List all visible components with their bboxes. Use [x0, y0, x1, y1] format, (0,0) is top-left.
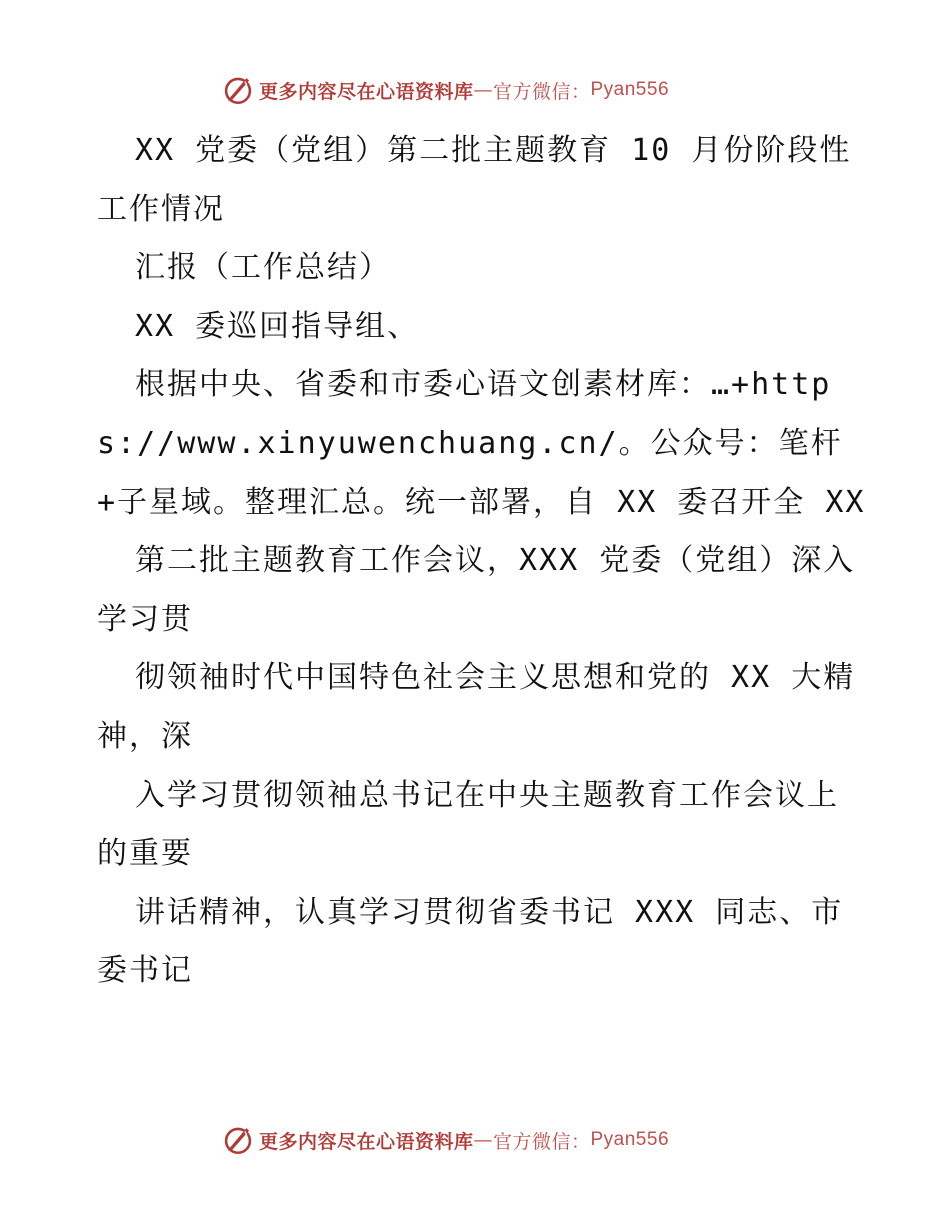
- paragraph-1: XX 党委（党组）第二批主题教育 10 月份阶段性工作情况: [97, 133, 852, 227]
- footer-banner: [0, 1120, 950, 1160]
- document-body: [97, 122, 867, 1001]
- paragraph-5: 第二批主题教育工作会议，XXX 党委（党组）深入学习贯: [97, 543, 856, 637]
- quill-circle-logo-icon: [221, 1123, 255, 1157]
- banner-wechat-id: Pyan556: [590, 1129, 670, 1150]
- banner-dash: —: [473, 79, 493, 101]
- banner-main-text: 更多内容尽在心语资料库: [258, 1130, 474, 1153]
- paragraph-8: 讲话精神，认真学习贯彻省委书记 XXX 同志、市委书记: [97, 894, 844, 989]
- banner-main-text: 更多内容尽在心语资料库: [258, 80, 474, 103]
- paragraph-7: 入学习贯彻领袖总书记在中央主题教育工作会议上的重要: [97, 777, 839, 872]
- paragraph-6: 彻领袖时代中国特色社会主义思想和党的 XX 大精神，深: [97, 660, 856, 754]
- banner-dash: —: [473, 1129, 493, 1151]
- header-banner: [0, 70, 950, 110]
- paragraph-4: 根据中央、省委和市委心语文创素材库：…+https://www.xinyuwenchuang.cn/。公众号：笔杆+子星域。整理汇总。统一部署，自 XX 委召开全 XX: [97, 367, 866, 520]
- banner-suffix: 官方微信：: [492, 1130, 591, 1153]
- banner-suffix: 官方微信：: [492, 80, 591, 103]
- banner-wechat-id: Pyan556: [590, 79, 670, 100]
- paragraph-2: 汇报（工作总结）: [135, 250, 391, 286]
- paragraph-3: XX 委巡回指导组、: [135, 308, 420, 344]
- quill-circle-logo-icon: [221, 73, 255, 107]
